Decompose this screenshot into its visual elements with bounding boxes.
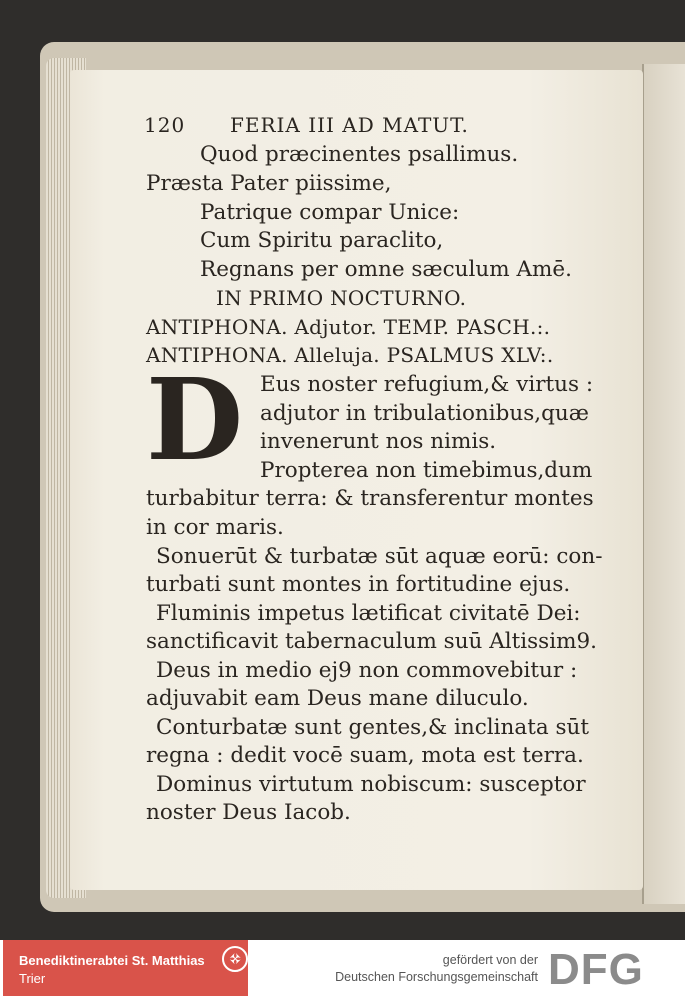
psalm-line: adjuvabit eam Deus mane diluculo.: [146, 686, 529, 711]
hymn-line: Præsta Pater piissime,: [146, 171, 392, 196]
psalm-line: Eus noster refugium,& virtus :: [260, 372, 594, 397]
psalm-line: adjutor in tribulationibus,quæ: [260, 401, 589, 426]
antiphon-line: ANTIPHONA. Alleluja. PSALMUS XLV:.: [146, 343, 554, 367]
psalm-line: sanctificavit tabernaculum suū Altissim9.: [146, 629, 597, 654]
facing-page-edge: [642, 64, 685, 904]
initial-capital: D: [146, 355, 244, 486]
hymn-line: Regnans per omne sæculum Amē.: [200, 257, 572, 282]
psalm-line: noster Deus Iacob.: [146, 800, 351, 825]
footer-bar: [0, 940, 685, 1000]
hymn-line: Quod præcinentes psallimus.: [200, 142, 519, 167]
institution-city: Trier: [19, 971, 46, 986]
psalm-line: turbati sunt montes in fortitudine ejus.: [146, 572, 571, 597]
hymn-line: Patrique compar Unice:: [200, 200, 460, 225]
psalm-line: Sonuerūt & turbatæ sūt aquæ eorū: con-: [156, 544, 603, 569]
psalm-line: regna : dedit vocē suam, mota est terra.: [146, 743, 584, 768]
institution-logo[interactable]: [3, 940, 248, 996]
nocturn-heading: IN PRIMO NOCTURNO.: [216, 286, 467, 310]
psalm-line: Deus in medio ej9 non commovebitur :: [156, 658, 578, 683]
book-page: [70, 70, 643, 890]
hymn-line: Cum Spiritu paraclito,: [200, 228, 444, 253]
dfg-logo[interactable]: DFG: [548, 945, 644, 994]
page-text: [70, 70, 643, 890]
psalm-line: Propterea non timebimus,dum: [260, 458, 593, 483]
psalm-line: Fluminis impetus lætificat civitatē Dei:: [156, 601, 581, 626]
psalm-line: turbabitur terra: & transferentur montes: [146, 486, 594, 511]
antiphon-line: ANTIPHONA. Adjutor. TEMP. PASCH.:.: [146, 315, 551, 339]
funding-text-line1: gefördert von der: [442, 953, 538, 967]
page-number: 120: [144, 113, 186, 137]
psalm-line: in cor maris.: [146, 515, 284, 540]
running-title: FERIA III AD MATUT.: [230, 113, 469, 137]
funding-text-line2: Deutschen Forschungsgemeinschaft: [335, 970, 538, 984]
psalm-line: Dominus virtutum nobiscum: susceptor: [156, 772, 586, 797]
psalm-line: Conturbatæ sunt gentes,& inclinata sūt: [156, 715, 590, 740]
psalm-line: invenerunt nos nimis.: [260, 429, 497, 454]
institution-name: Benediktinerabtei St. Matthias: [19, 953, 205, 968]
abbey-seal-icon: ✠: [217, 941, 254, 978]
